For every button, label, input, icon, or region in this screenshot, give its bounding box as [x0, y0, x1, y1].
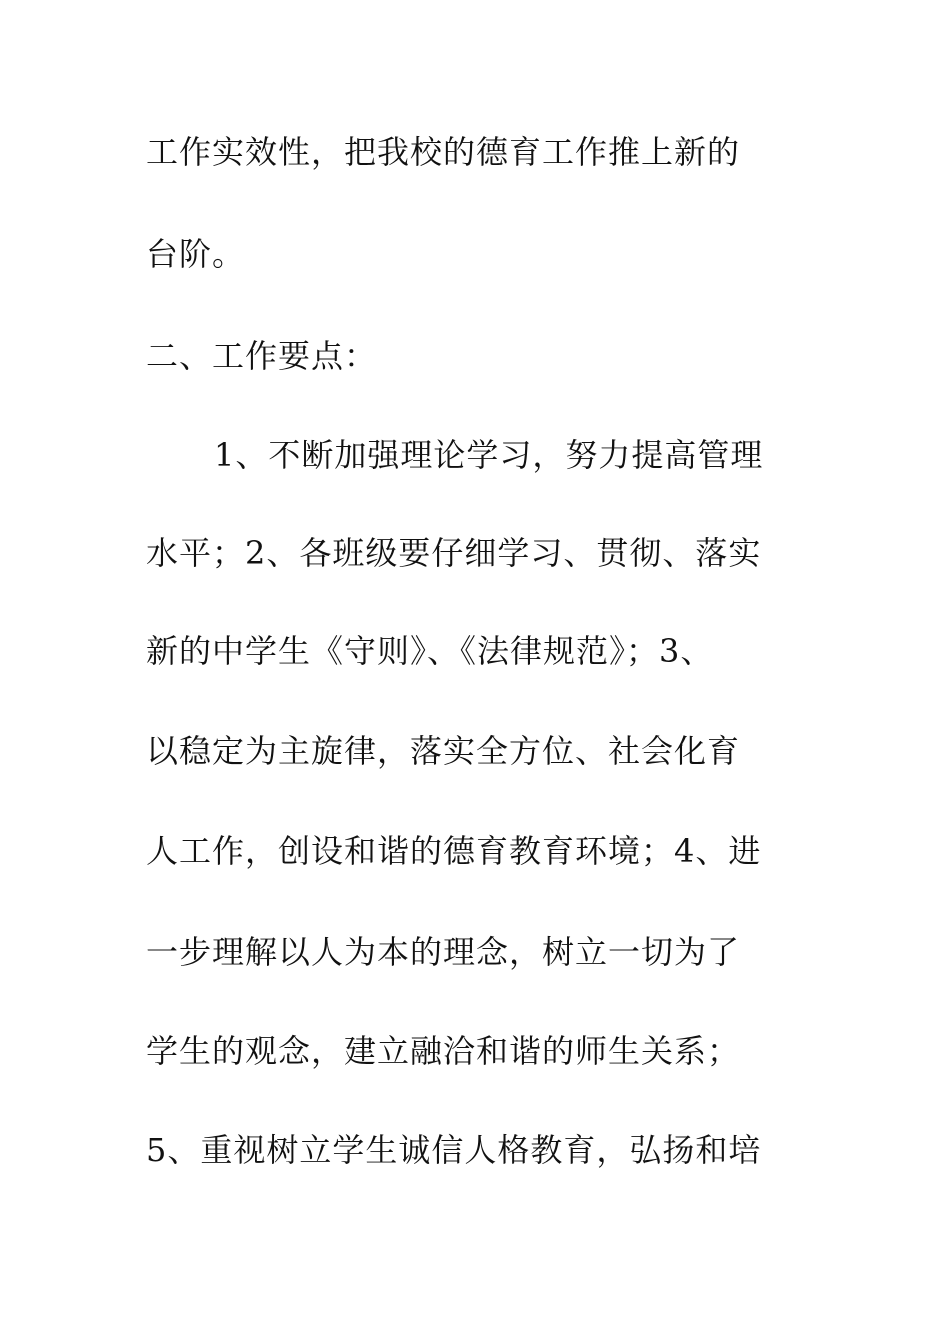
- text-line: 学生的观念，建立融洽和谐的师生关系；: [146, 1032, 741, 1070]
- text-line: 水平；2、各班级要仔细学习、贯彻、落实: [146, 534, 762, 572]
- section-heading: 二、工作要点：: [146, 337, 378, 375]
- text-line: 5、重视树立学生诚信人格教育，弘扬和培: [146, 1131, 762, 1169]
- text-line: 台阶。: [146, 235, 246, 273]
- text-line: 一步理解以人为本的理念，树立一切为了: [146, 933, 741, 971]
- text-line: 工作实效性，把我校的德育工作推上新的: [146, 133, 741, 171]
- text-line: 人工作，创设和谐的德育教育环境；4、进: [146, 832, 762, 870]
- text-line: 新的中学生《守则》、《法律规范》；3、: [146, 632, 714, 670]
- text-line: 以稳定为主旋律，落实全方位、社会化育: [146, 732, 741, 770]
- text-line: 1、不断加强理论学习，努力提高管理: [214, 436, 764, 474]
